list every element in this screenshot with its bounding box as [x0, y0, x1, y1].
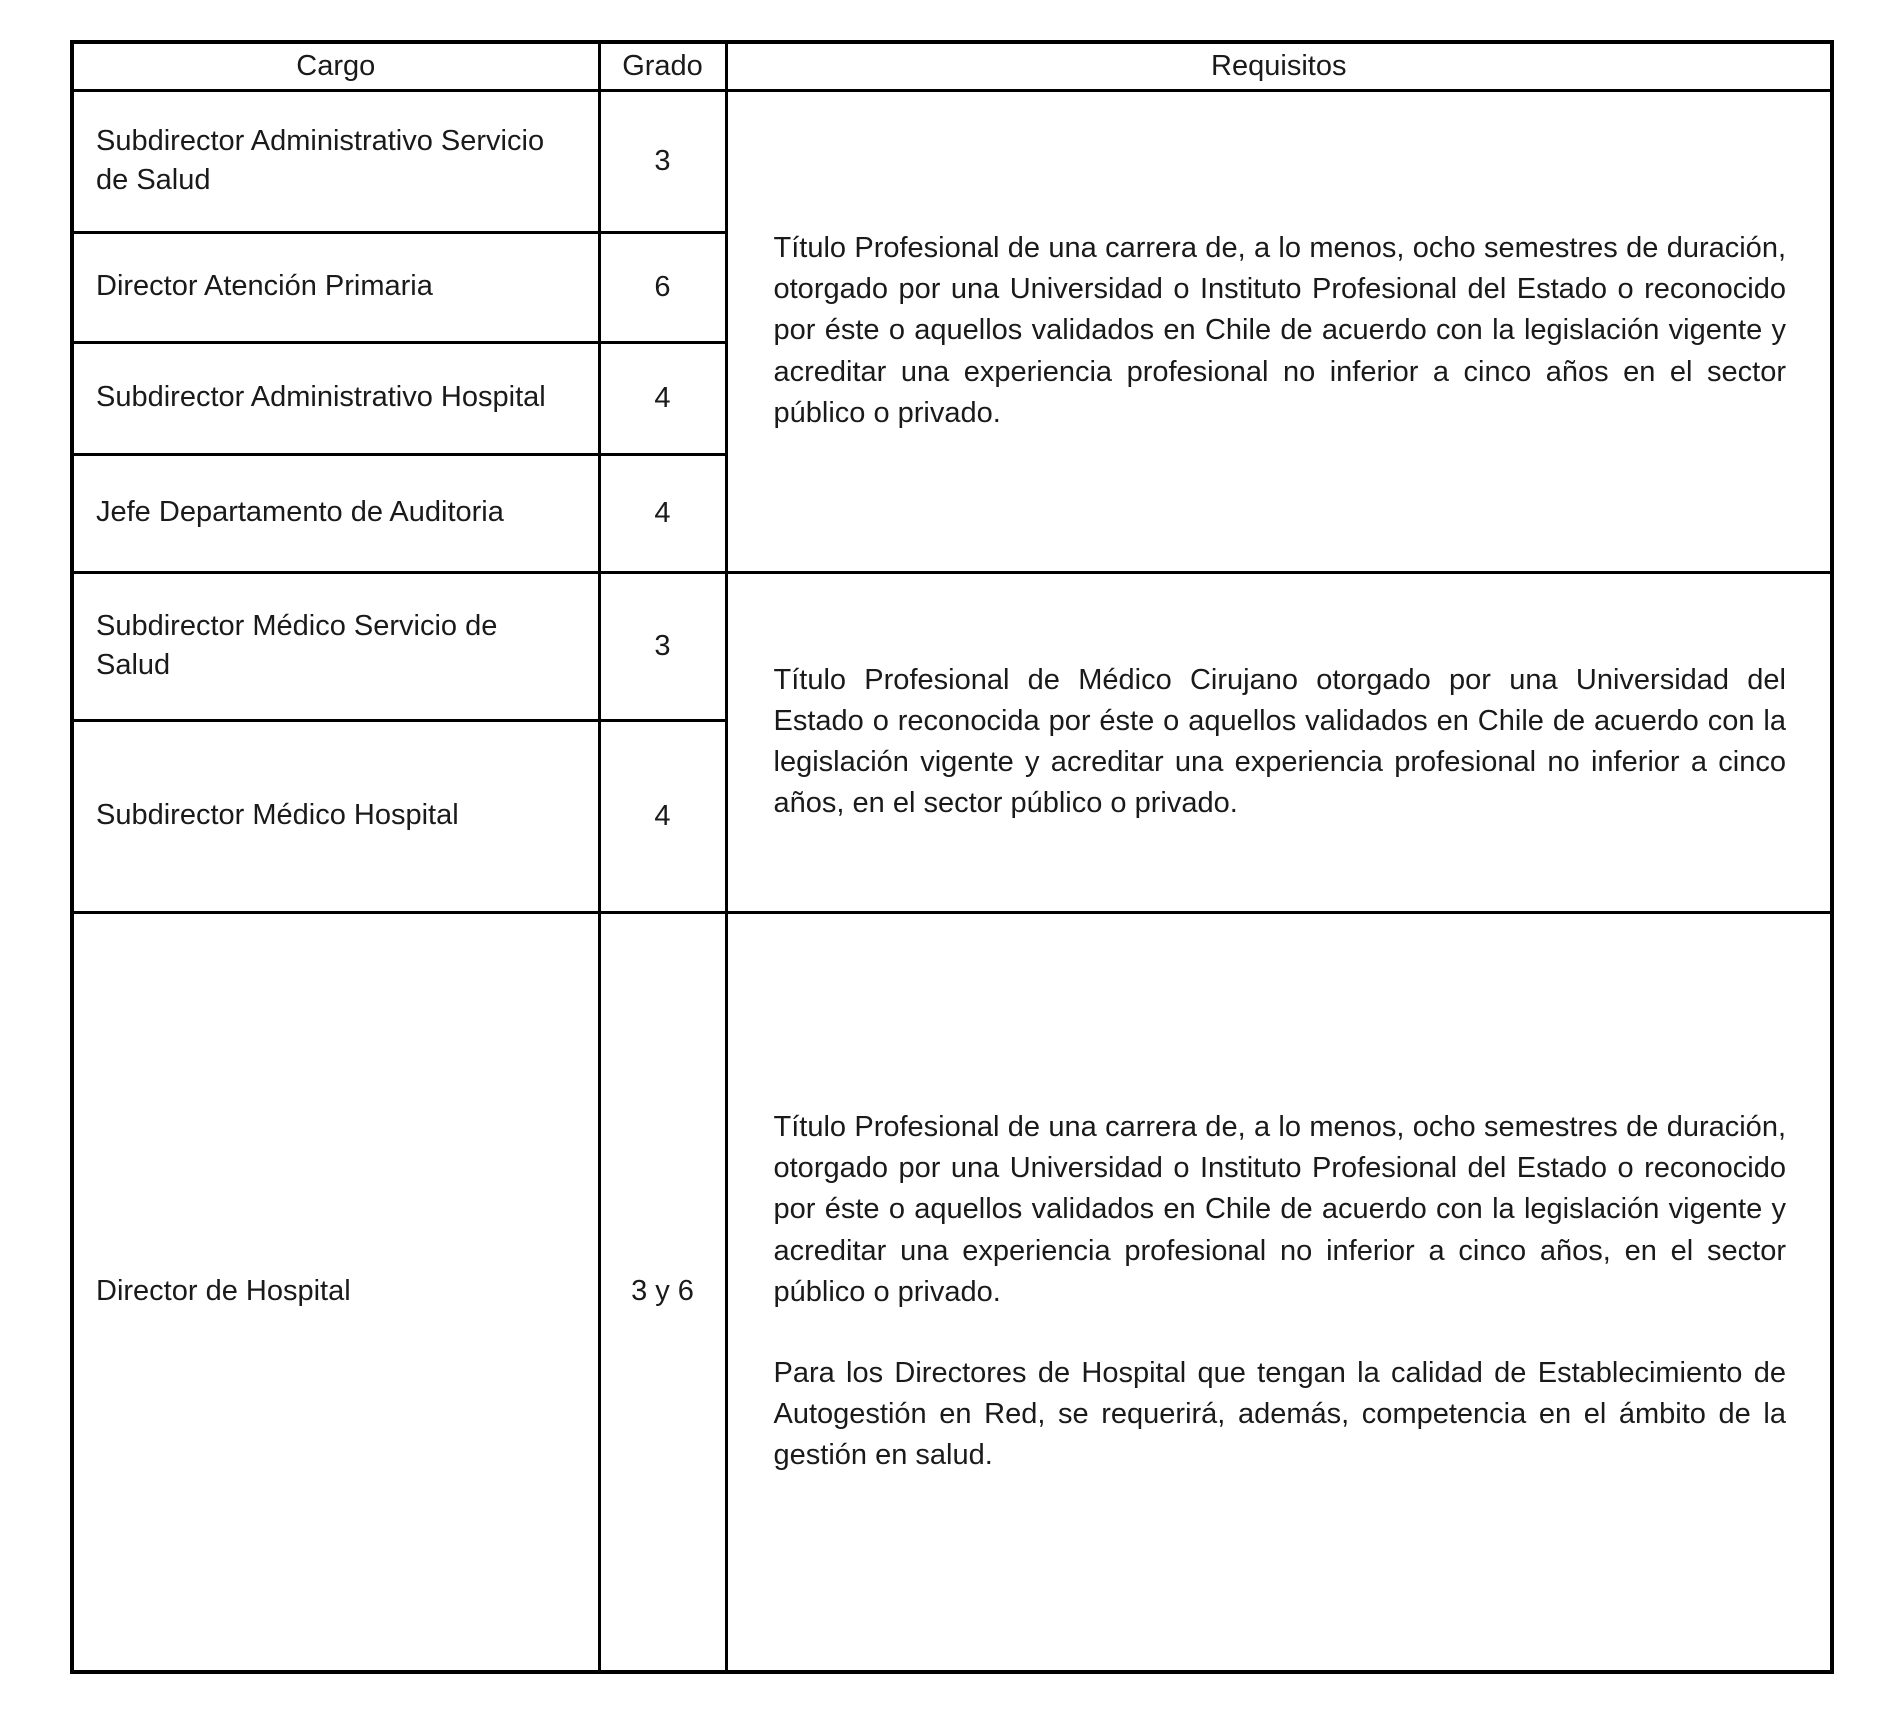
grado-cell: 4 — [599, 342, 726, 454]
cargo-cell: Director Atención Primaria — [72, 232, 599, 342]
table-row — [72, 912, 1832, 1672]
header-cargo: Cargo — [72, 42, 599, 90]
requisitos-paragraph: Título Profesional de una carrera de, a lo menos, ocho semestres de duración, otorgado por una Universidad o Instituto Profesional del Estado o reconocido por éste o aquellos validados en Chile de acuerdo con la legislación vigente y acreditar una experiencia profesional no inferior a cinco años, en el sector público o privado. — [773, 1111, 1786, 1308]
requisitos-paragraph: Para los Directores de Hospital que tengan la calidad de Establecimiento de Autogestión en Red, se requerirá, además, competencia en el ámbito de la gestión en salud. — [773, 1356, 1786, 1472]
header-requisitos: Requisitos — [726, 42, 1832, 90]
requisitos-cell — [726, 90, 1832, 572]
requisitos-cell — [726, 572, 1832, 912]
cargo-cell: Subdirector Médico Hospital — [72, 720, 599, 912]
cargo-cell: Jefe Departamento de Auditoria — [72, 454, 599, 572]
cargo-cell: Subdirector Administrativo Servicio de Salud — [72, 90, 599, 232]
requisitos-paragraph: Título Profesional de Médico Cirujano otorgado por una Universidad del Estado o reconocida por éste o aquellos validados en Chile de acuerdo con la legislación vigente y acreditar una experiencia profesional no inferior a cinco años, en el sector público o privado. — [773, 663, 1786, 820]
cargo-cell: Subdirector Administrativo Hospital — [72, 342, 599, 454]
table-row — [72, 90, 1832, 232]
requisitos-cell — [726, 912, 1832, 1672]
grado-cell: 6 — [599, 232, 726, 342]
grado-cell: 3 y 6 — [599, 912, 726, 1672]
requirements-table — [70, 40, 1834, 1674]
grado-cell: 4 — [599, 720, 726, 912]
requisitos-paragraph: Título Profesional de una carrera de, a lo menos, ocho semestres de duración, otorgado por una Universidad o Instituto Profesional del Estado o reconocido por éste o aquellos validados en Chile de acuerdo con la legislación vigente y acreditar una experiencia profesional no inferior a cinco años en el sector público o privado. — [773, 232, 1786, 429]
grado-cell: 4 — [599, 454, 726, 572]
header-grado: Grado — [599, 42, 726, 90]
grado-cell: 3 — [599, 90, 726, 232]
grado-cell: 3 — [599, 572, 726, 720]
table-row — [72, 572, 1832, 720]
table-header-row — [72, 42, 1832, 90]
cargo-cell: Director de Hospital — [72, 912, 599, 1672]
cargo-cell: Subdirector Médico Servicio de Salud — [72, 572, 599, 720]
